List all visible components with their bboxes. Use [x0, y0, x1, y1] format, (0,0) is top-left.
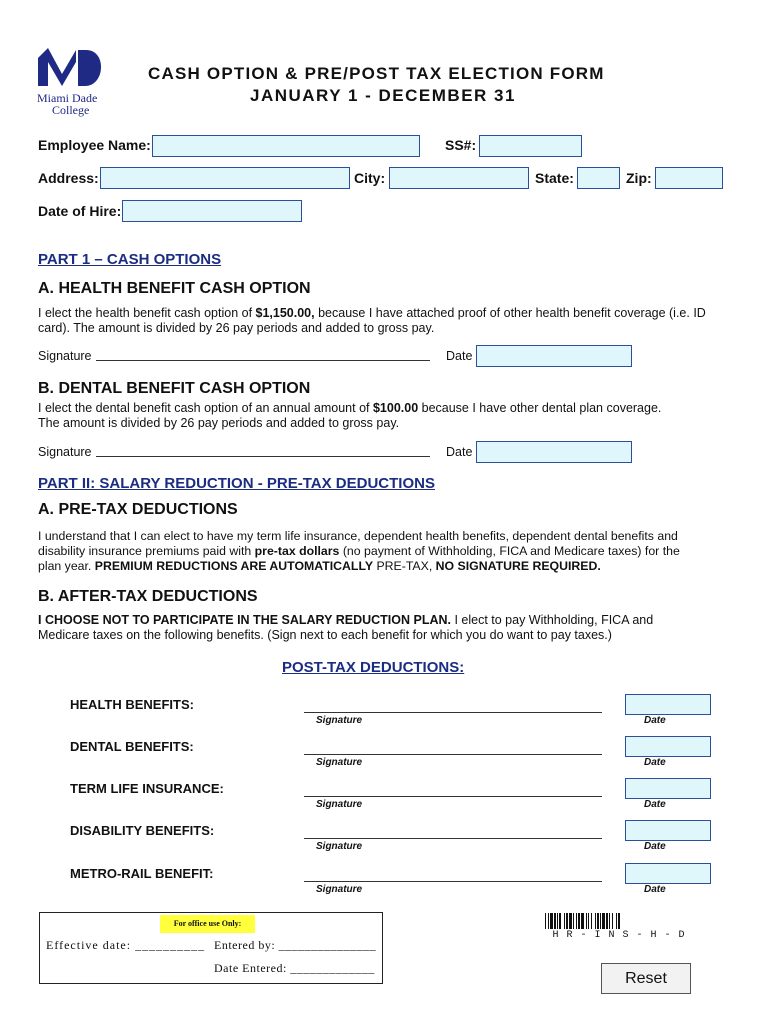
post-tax-label-dental: DENTAL BENEFITS: — [70, 739, 194, 754]
pre-tax-line3b: PREMIUM REDUCTIONS ARE AUTOMATICALLY — [94, 559, 374, 573]
health-signature-label: Signature — [38, 349, 92, 363]
zip-label: Zip: — [626, 170, 652, 186]
entered-by-label: Entered by: _______________ — [214, 938, 377, 952]
logo-text-line1: Miami Dade — [37, 91, 98, 105]
after-tax-line1b: I elect to pay Withholding, FICA and — [450, 613, 654, 627]
effective-date-label: Effective date: __________ — [46, 938, 206, 952]
health-cash-amount: $1,150.00, — [255, 306, 315, 320]
office-use-badge: For office use Only: — [160, 915, 255, 933]
pre-tax-line2b: pre-tax dollars — [254, 544, 340, 558]
after-tax-line1a: I CHOOSE NOT TO PARTICIPATE IN THE SALARY REDUCTION PLAN. — [38, 613, 451, 627]
dental-cash-amount: $100.00 — [372, 401, 419, 415]
dental-cash-text-3: The amount is divided by 26 pay periods and added to gross pay. — [38, 416, 400, 430]
ss-field[interactable] — [479, 135, 582, 157]
health-cash-text-3: card). The amount is divided by 26 pay periods and added to gross pay. — [38, 321, 435, 335]
post-tax-date-label-dental: Date — [644, 757, 666, 768]
city-label: City: — [354, 170, 386, 186]
post-tax-signature-line-term-life[interactable] — [304, 796, 602, 797]
post-tax-signature-label-health: Signature — [316, 715, 363, 726]
miami-dade-college-logo — [38, 48, 102, 86]
health-cash-text — [38, 306, 738, 336]
pre-tax-line3a: plan year. — [38, 559, 95, 573]
hire-date-label: Date of Hire: — [38, 203, 122, 219]
dental-signature-label: Signature — [38, 445, 92, 459]
health-cash-text-2: because I have attached proof of other health benefit coverage (i.e. ID — [314, 306, 706, 320]
post-tax-signature-line-health[interactable] — [304, 712, 602, 713]
health-date-field[interactable] — [476, 345, 632, 367]
city-field[interactable] — [389, 167, 529, 189]
health-cash-option-heading: A. HEALTH BENEFIT CASH OPTION — [38, 280, 311, 297]
post-tax-date-field-term-life[interactable] — [625, 778, 711, 799]
post-tax-date-label-metro-rail: Date — [644, 884, 666, 895]
post-tax-label-health: HEALTH BENEFITS: — [70, 697, 194, 712]
pre-tax-text — [38, 529, 728, 574]
post-tax-date-label-term-life: Date — [644, 799, 666, 810]
post-tax-signature-label-metro-rail: Signature — [316, 884, 363, 895]
health-signature-line[interactable] — [96, 360, 430, 361]
post-tax-title: POST-TAX DEDUCTIONS: — [282, 659, 465, 676]
post-tax-signature-label-disability: Signature — [316, 841, 363, 852]
post-tax-date-field-health[interactable] — [625, 694, 711, 715]
post-tax-label-disability: DISABILITY BENEFITS: — [70, 823, 215, 838]
form-title: CASH OPTION & PRE/POST TAX ELECTION FORM — [148, 64, 605, 83]
dental-date-field[interactable] — [476, 441, 632, 463]
post-tax-date-field-disability[interactable] — [625, 820, 711, 841]
barcode — [545, 913, 693, 931]
pre-tax-line2a: disability insurance premiums paid with — [38, 544, 255, 558]
employee-name-field[interactable] — [152, 135, 420, 157]
logo-text-line2: College — [52, 103, 90, 117]
part1-title: PART 1 – CASH OPTIONS — [38, 251, 222, 268]
pre-tax-line3c: PRE-TAX, — [373, 559, 436, 573]
pre-tax-line3d: NO SIGNATURE REQUIRED. — [435, 559, 601, 573]
dental-cash-text-2: because I have other dental plan coverage. — [418, 401, 662, 415]
hire-date-field[interactable] — [122, 200, 302, 222]
after-tax-line2: Medicare taxes on the following benefits. (Sign next to each benefit for which you do want to pay taxes.) — [38, 628, 612, 642]
dental-cash-text — [38, 401, 738, 431]
health-date-label: Date — [446, 349, 473, 363]
pre-tax-line2c: (no payment of Withholding, FICA and Medicare taxes) for the — [339, 544, 680, 558]
post-tax-signature-line-disability[interactable] — [304, 838, 602, 839]
post-tax-signature-label-dental: Signature — [316, 757, 363, 768]
post-tax-date-field-metro-rail[interactable] — [625, 863, 711, 884]
post-tax-date-label-health: Date — [644, 715, 666, 726]
dental-cash-option-heading: B. DENTAL BENEFIT CASH OPTION — [38, 380, 311, 397]
pre-tax-heading: A. PRE-TAX DEDUCTIONS — [38, 501, 238, 518]
zip-field[interactable] — [655, 167, 723, 189]
reset-button[interactable] — [601, 963, 691, 994]
after-tax-heading: B. AFTER-TAX DEDUCTIONS — [38, 588, 258, 605]
health-cash-text-1: I elect the health benefit cash option of — [38, 306, 256, 320]
state-label: State: — [535, 170, 574, 186]
dental-cash-text-1: I elect the dental benefit cash option of an annual amount of — [38, 401, 373, 415]
post-tax-signature-line-dental[interactable] — [304, 754, 602, 755]
ss-label: SS#: — [445, 137, 477, 153]
state-field[interactable] — [577, 167, 620, 189]
pre-tax-line1: I understand that I can elect to have my term life insurance, dependent health benefits, dependent dental benefits and — [38, 529, 678, 543]
post-tax-signature-line-metro-rail[interactable] — [304, 881, 602, 882]
post-tax-label-metro-rail: METRO-RAIL BENEFIT: — [70, 866, 214, 881]
after-tax-text — [38, 613, 738, 643]
post-tax-date-label-disability: Date — [644, 841, 666, 852]
post-tax-date-field-dental[interactable] — [625, 736, 711, 757]
address-label: Address: — [38, 170, 99, 186]
address-field[interactable] — [100, 167, 350, 189]
part2-title: PART II: SALARY REDUCTION - PRE-TAX DEDUCTIONS — [38, 475, 435, 492]
date-entered-label: Date Entered: _____________ — [214, 961, 375, 975]
form-subtitle: JANUARY 1 - DECEMBER 31 — [250, 86, 516, 105]
post-tax-signature-label-term-life: Signature — [316, 799, 363, 810]
dental-date-label: Date — [446, 445, 473, 459]
reset-button-label: Reset — [625, 969, 667, 987]
employee-name-label: Employee Name: — [38, 137, 151, 153]
dental-signature-line[interactable] — [96, 456, 430, 457]
barcode-text: H R - I N S - H - D — [552, 930, 686, 941]
post-tax-label-term-life: TERM LIFE INSURANCE: — [70, 781, 224, 796]
